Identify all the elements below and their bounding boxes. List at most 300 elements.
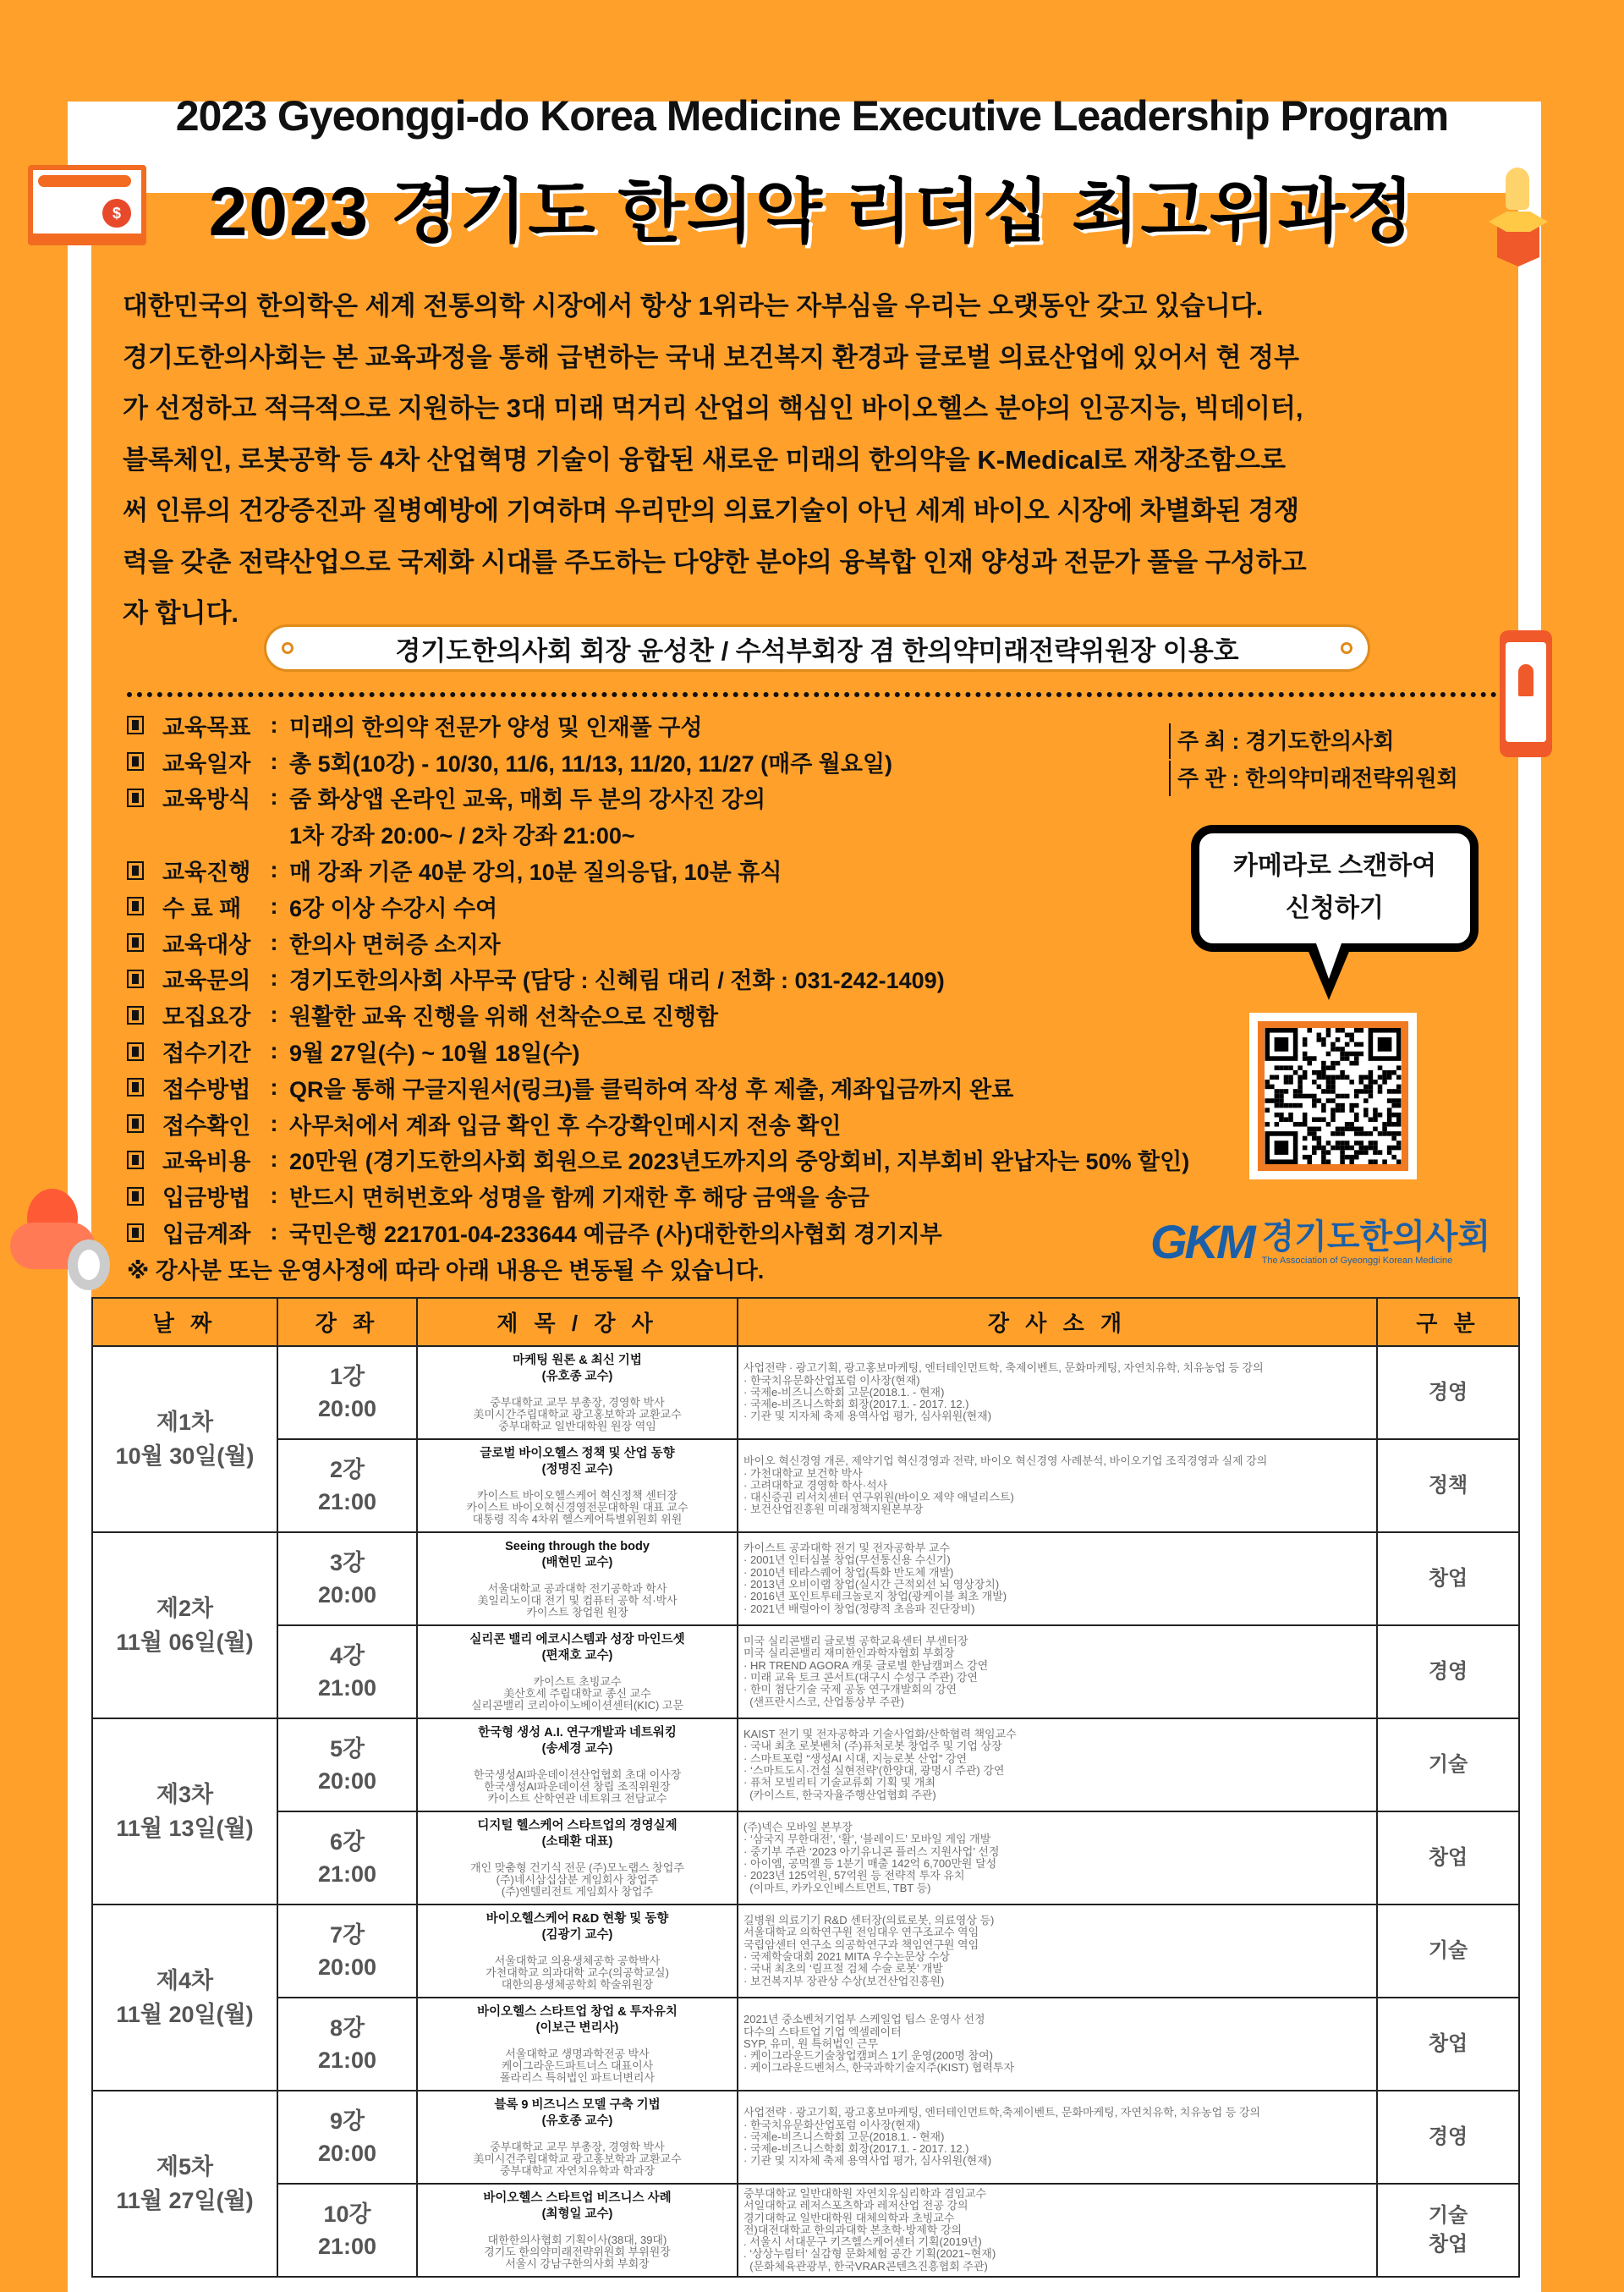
qr-module bbox=[1336, 1103, 1341, 1108]
lecture-title: Seeing through the body bbox=[505, 1540, 650, 1553]
info-item bbox=[127, 780, 1189, 816]
qr-module bbox=[1312, 1127, 1317, 1132]
qr-module bbox=[1330, 1146, 1336, 1151]
category-label: 정책 bbox=[1428, 1474, 1468, 1497]
qr-module bbox=[1303, 1042, 1308, 1047]
qr-module bbox=[1363, 1075, 1369, 1080]
qr-module bbox=[1369, 1117, 1374, 1122]
qr-module bbox=[1317, 1075, 1322, 1080]
session-name: 제2차 bbox=[156, 1596, 214, 1621]
affiliation-line: 대한의용생체공학회 학술위원장 bbox=[501, 1978, 654, 1991]
title-speaker-cell bbox=[417, 2091, 738, 2184]
qr-module bbox=[1303, 1136, 1308, 1141]
intro-line: · 2013년 오비이랩 창업(실시간 근적외선 뇌 영상장치) bbox=[743, 1578, 1000, 1591]
qr-module bbox=[1349, 1159, 1354, 1164]
info-colon: : bbox=[270, 784, 278, 811]
info-value: 경기도한의사회 사무국 (담당 : 신혜림 대리 / 전화 : 031-242-1409) bbox=[289, 968, 945, 994]
intro-line: · 한국치유문화산업포럼 이사장(현재) bbox=[743, 2118, 920, 2131]
intro-line: · 중기부 주관 ‘2023 아기유니콘 플러스 지원사업’ 선정 bbox=[743, 1844, 1000, 1858]
qr-module bbox=[1288, 1117, 1293, 1122]
affiliation-line: 카이스트 바이오헬스케어 혁신정책 센터장 bbox=[477, 1489, 678, 1502]
qr-module bbox=[1349, 1103, 1354, 1108]
qr-module bbox=[1378, 1085, 1383, 1090]
qr-module bbox=[1284, 1117, 1289, 1122]
intro-line: · 케이그라운드벤처스, 한국과학기술지주(KIST) 협력투자 bbox=[743, 2061, 1015, 2075]
intro-line: (주)넥슨 모바일 본부장 bbox=[743, 1821, 853, 1834]
info-label: 교육비용 bbox=[162, 1149, 251, 1175]
info-label: 교육문의 bbox=[162, 968, 251, 994]
qr-module bbox=[1378, 1131, 1383, 1136]
qr-module bbox=[1345, 1052, 1350, 1057]
lecture-time: 20:00 bbox=[317, 1954, 377, 1980]
qr-module bbox=[1288, 1103, 1293, 1108]
qr-module bbox=[1387, 1108, 1392, 1113]
speaker-affiliations bbox=[418, 1862, 737, 1898]
qr-module bbox=[1391, 1131, 1396, 1136]
qr-module bbox=[1345, 1033, 1350, 1038]
qr-module bbox=[1373, 1146, 1378, 1151]
qr-module bbox=[1349, 1033, 1354, 1038]
lecture-cell bbox=[277, 1905, 417, 1998]
speaker-name: (정명진 교수) bbox=[541, 1463, 613, 1476]
qr-module bbox=[1363, 1098, 1369, 1103]
category-cell bbox=[1377, 1998, 1519, 2091]
checkbox-square-icon bbox=[127, 716, 144, 734]
qr-module bbox=[1284, 1089, 1289, 1094]
qr-module bbox=[1312, 1094, 1317, 1099]
logo-name: 경기도한의사회 bbox=[1261, 1218, 1491, 1256]
intro-line: 자 합니다. bbox=[123, 598, 239, 628]
info-colon: : bbox=[270, 748, 278, 774]
qr-module bbox=[1317, 1127, 1322, 1132]
qr-module bbox=[1317, 1141, 1322, 1146]
qr-module bbox=[1284, 1103, 1289, 1108]
qr-module bbox=[1326, 1033, 1331, 1038]
speaker-affiliations bbox=[418, 1955, 737, 1991]
lecture-title: 실리콘 밸리 에코시스템과 성장 마인드셋 bbox=[469, 1633, 685, 1646]
qr-module bbox=[1359, 1089, 1364, 1094]
qr-module bbox=[1321, 1150, 1326, 1155]
speaker-name: (김광기 교수) bbox=[541, 1928, 613, 1942]
qr-module bbox=[1336, 1146, 1341, 1151]
qr-module bbox=[1270, 1098, 1275, 1103]
info-colon: : bbox=[270, 893, 278, 919]
intro-line: 블록체인, 로봇공학 등 4차 산업혁명 기술이 융합된 새로운 미래의 한의약을 K-Medical로 재창조함으로 bbox=[123, 444, 1287, 475]
intro-line: · 대신증권 리서치센터 연구위원(바이오 제약 애널리스트) bbox=[743, 1491, 1014, 1504]
qr-module bbox=[1326, 1141, 1331, 1146]
qr-module bbox=[1354, 1056, 1359, 1061]
intro-line: 중부대학교 일반대학원 자연치유심리학과 겸임교수 bbox=[743, 2186, 987, 2200]
intro-line: · 한미 첨단기술 국제 공동 연구개발회의 강연 bbox=[743, 1683, 957, 1696]
info-value: 미래의 한의약 전문가 양성 및 인재풀 구성 bbox=[289, 714, 703, 740]
logo-subtitle: The Association of Gyeonggi Korean Medicine bbox=[1261, 1256, 1453, 1266]
qr-module bbox=[1391, 1155, 1396, 1160]
qr-module bbox=[1303, 1037, 1308, 1042]
info-item bbox=[127, 744, 1189, 780]
lecture-number: 5강 bbox=[329, 1736, 365, 1762]
qr-module bbox=[1354, 1155, 1359, 1160]
qr-module bbox=[1312, 1131, 1317, 1136]
bubble-line: 카메라로 스캔하여 bbox=[1232, 852, 1437, 880]
category-cell bbox=[1377, 1811, 1519, 1905]
intro-line: SYP, 유미, 원 특허법인 근무 bbox=[743, 2036, 879, 2050]
qr-module bbox=[1363, 1150, 1369, 1155]
checkbox-square-icon bbox=[127, 752, 144, 771]
intro-line: 대한민국의 한의학은 세계 전통의학 시장에서 항상 1위라는 자부심을 우리는 오랫동안 갖고 있습니다. bbox=[123, 291, 1264, 321]
qr-module bbox=[1373, 1150, 1378, 1155]
qr-module bbox=[1396, 1089, 1402, 1094]
info-label: 수 료 패 bbox=[162, 895, 242, 921]
qr-module bbox=[1330, 1065, 1336, 1070]
category-cell bbox=[1377, 1625, 1519, 1718]
affiliation-line: 개인 맞춤형 건기식 전문 (주)모노랩스 창업주 bbox=[470, 1861, 684, 1874]
qr-module bbox=[1321, 1065, 1326, 1070]
qr-module bbox=[1330, 1113, 1336, 1118]
qr-module bbox=[1369, 1141, 1374, 1146]
affiliation-line: 카이스트 바이오혁신경영전문대학원 대표 교수 bbox=[466, 1501, 689, 1514]
title-speaker-cell bbox=[417, 1625, 738, 1718]
speaker-intro-cell bbox=[738, 1718, 1377, 1811]
checkbox-square-icon bbox=[127, 1114, 144, 1133]
intro-line: · 국제e-비즈니스학회 고문(2018.1. - 현재) bbox=[743, 2130, 945, 2143]
qr-module bbox=[1303, 1117, 1308, 1122]
lecture-cell bbox=[277, 1532, 417, 1625]
info-value: 국민은행 221701-04-233644 예금주 (사)대한한의사협회 경기지부 bbox=[289, 1222, 942, 1248]
info-colon: : bbox=[270, 965, 278, 992]
qr-module bbox=[1279, 1098, 1284, 1103]
qr-module bbox=[1298, 1089, 1303, 1094]
qr-module bbox=[1321, 1070, 1326, 1075]
qr-module bbox=[1382, 1122, 1387, 1127]
info-label: 입금계좌 bbox=[162, 1222, 251, 1248]
qr-module bbox=[1275, 1122, 1280, 1127]
affiliation-line: (주)엔텔리전트 게임회사 창업주 bbox=[501, 1885, 654, 1898]
qr-module bbox=[1345, 1122, 1350, 1127]
lecture-number: 7강 bbox=[329, 1922, 365, 1948]
qr-module bbox=[1321, 1075, 1326, 1080]
qr-module bbox=[1321, 1042, 1326, 1047]
qr-module bbox=[1303, 1094, 1308, 1099]
title-english: 2023 Gyeonggi-do Korea Medicine Executive Leadership Program bbox=[175, 92, 1449, 140]
qr-module bbox=[1363, 1113, 1369, 1118]
info-colon: : bbox=[270, 1110, 278, 1136]
intro-line: · 미래 교육 토크 콘서트(대구시 수성구 주관) 강연 bbox=[743, 1671, 978, 1684]
bubble-line: 신청하기 bbox=[1286, 894, 1384, 922]
intro-line: (이마트, 카카오인베스트먼트, TBT 등) bbox=[743, 1881, 931, 1894]
qr-module bbox=[1359, 1075, 1364, 1080]
info-label: 교육진행 bbox=[162, 860, 251, 886]
qr-finder-center bbox=[1378, 1037, 1392, 1052]
speaker-intro-cell bbox=[738, 1811, 1377, 1905]
qr-module bbox=[1265, 1085, 1270, 1090]
qr-module bbox=[1293, 1122, 1298, 1127]
qr-module bbox=[1369, 1159, 1374, 1164]
intro-line: · 2016년 포인트투테크놀로지 창업(광케이블 최초 개발) bbox=[743, 1590, 1007, 1603]
title-speaker-cell bbox=[417, 1346, 738, 1439]
qr-module bbox=[1298, 1085, 1303, 1090]
speaker-affiliations bbox=[418, 2141, 737, 2177]
header-title-speaker: 제 목 / 강 사 bbox=[417, 1298, 738, 1346]
qr-module bbox=[1354, 1131, 1359, 1136]
info-value: 원활한 교육 진행을 위해 선착순으로 진행함 bbox=[289, 1004, 718, 1031]
speaker-name: (배현민 교수) bbox=[541, 1556, 613, 1569]
speaker-intro-cell bbox=[738, 1998, 1377, 2091]
info-label: 교육방식 bbox=[162, 787, 251, 813]
intro-line: · 2021년 배럴아이 창업(정량적 초음파 진단장비) bbox=[743, 1602, 975, 1615]
affiliation-line: 카이스트 초빙교수 bbox=[533, 1675, 622, 1688]
qr-module bbox=[1336, 1094, 1341, 1099]
title-speaker-cell bbox=[417, 1532, 738, 1625]
qr-module bbox=[1382, 1075, 1387, 1080]
qr-module bbox=[1369, 1075, 1374, 1080]
lecture-number: 1강 bbox=[329, 1364, 365, 1389]
qr-finder-center bbox=[1275, 1037, 1289, 1052]
intro-line: · 국내 최초의 ‘림프절 검체 수술 로봇’ 개발 bbox=[743, 1962, 943, 1976]
qr-module bbox=[1317, 1098, 1322, 1103]
qr-module bbox=[1330, 1089, 1336, 1094]
affiliation-line: 카이스트 산학연관 네트워크 전담교수 bbox=[487, 1792, 667, 1805]
category-label: 경영 bbox=[1428, 1381, 1468, 1404]
qr-module bbox=[1321, 1146, 1326, 1151]
info-value: 줌 화상앱 온라인 교육, 매회 두 분의 강사진 강의 bbox=[289, 787, 766, 813]
lecture-number: 9강 bbox=[329, 2108, 365, 2134]
qr-module bbox=[1363, 1108, 1369, 1113]
qr-module bbox=[1298, 1122, 1303, 1127]
intro-line: . 서울시 서대문구 키즈헬스케어센터 기획(2019년) bbox=[743, 2235, 982, 2249]
qr-module bbox=[1349, 1052, 1354, 1057]
qr-module bbox=[1354, 1089, 1359, 1094]
intro-line: · 보건산업진흥원 미래정책지원본부장 bbox=[743, 1503, 924, 1516]
qr-module bbox=[1359, 1131, 1364, 1136]
table-row bbox=[92, 1718, 1519, 1811]
intro-line: · 국제e-비즈니스학회 회장(2017.1. - 2017. 12.) bbox=[743, 1398, 969, 1411]
info-value: 9월 27일(수) ~ 10월 18일(수) bbox=[289, 1041, 580, 1067]
qr-module bbox=[1369, 1146, 1374, 1151]
category-cell bbox=[1377, 1718, 1519, 1811]
qr-module bbox=[1359, 1146, 1364, 1151]
info-colon: : bbox=[270, 1074, 278, 1100]
qr-module bbox=[1336, 1131, 1341, 1136]
info-colon: : bbox=[270, 1002, 278, 1028]
qr-module bbox=[1340, 1075, 1345, 1080]
qr-module bbox=[1354, 1061, 1359, 1066]
speaker-name: (편재호 교수) bbox=[541, 1649, 613, 1663]
qr-module bbox=[1391, 1136, 1396, 1141]
affiliation-line: (주)네시삼십삼분 게임회사 창업주 bbox=[496, 1873, 659, 1886]
intro-line: · 2023년 125억원, 57억원 등 전략적 투자 유치 bbox=[743, 1869, 965, 1883]
lecture-cell bbox=[277, 1811, 417, 1905]
intro-line: · 국내 최초 로봇벤처 (주)퓨처로봇 창업주 및 기업 상장 bbox=[743, 1740, 1002, 1753]
affiliation-line: 대한한의사협회 기획이사(38대, 39대) bbox=[487, 2234, 667, 2246]
qr-module bbox=[1298, 1103, 1303, 1108]
session-date: 11월 27일(월) bbox=[116, 2188, 254, 2213]
qr-module bbox=[1307, 1127, 1312, 1132]
qr-module bbox=[1382, 1131, 1387, 1136]
qr-module bbox=[1307, 1056, 1312, 1061]
affiliation-line: 서울대학교 생명과학전공 박사 bbox=[505, 2047, 650, 2060]
session-date-cell bbox=[92, 2091, 277, 2277]
qr-module bbox=[1317, 1085, 1322, 1090]
qr-module bbox=[1326, 1150, 1331, 1155]
qr-module bbox=[1396, 1146, 1402, 1151]
qr-module bbox=[1293, 1103, 1298, 1108]
qr-module bbox=[1321, 1159, 1326, 1164]
lecture-number: 6강 bbox=[329, 1829, 365, 1855]
intro-line: · 2001년 인터심볼 창업(무선통신용 수신기) bbox=[743, 1553, 951, 1567]
intro-line: · 기관 및 지자체 축제 용역사업 평가, 심사위원(현재) bbox=[743, 2154, 992, 2168]
qr-module bbox=[1326, 1089, 1331, 1094]
category-label: 창업 bbox=[1428, 2233, 1468, 2256]
qr-module bbox=[1396, 1085, 1402, 1090]
lecture-title: 글로벌 바이오헬스 정책 및 산업 동향 bbox=[480, 1447, 675, 1460]
lecture-title: 바이오헬스 스타트업 창업 & 투자유치 bbox=[477, 2005, 678, 2019]
info-item bbox=[127, 997, 1189, 1033]
affiliation-line: 중부대학교 일반대학원 원장 역임 bbox=[498, 1420, 656, 1432]
info-label: 모집요강 bbox=[162, 1004, 251, 1031]
info-item bbox=[127, 888, 1189, 925]
logo-mark: GKM bbox=[1150, 1215, 1254, 1268]
qr-module bbox=[1336, 1061, 1341, 1066]
qr-module bbox=[1303, 1070, 1308, 1075]
lecture-title: 바이오헬스 스타트업 비즈니스 사례 bbox=[483, 2191, 672, 2205]
intro-line: 길병원 의료기기 R&D 센터장(의료로봇, 의료영상 등) bbox=[743, 1914, 995, 1927]
lecture-cell bbox=[277, 2184, 417, 2277]
intro-paragraph bbox=[123, 281, 1307, 640]
title-speaker-cell bbox=[417, 2184, 738, 2277]
intro-line: · HR TREND AGORA 캐롯 글로벌 한남캠퍼스 강연 bbox=[743, 1658, 989, 1672]
session-date: 10월 30일(월) bbox=[115, 1443, 255, 1469]
qr-module bbox=[1363, 1146, 1369, 1151]
info-value: 20만원 (경기도한의사회 회원으로 2023년도까지의 중앙회비, 지부회비 완납자는 50% 할인) bbox=[289, 1149, 1190, 1175]
table-row bbox=[92, 2184, 1519, 2277]
info-label: 접수방법 bbox=[162, 1076, 251, 1102]
qr-module bbox=[1354, 1028, 1359, 1033]
qr-module bbox=[1321, 1103, 1326, 1108]
title-speaker-cell bbox=[417, 1811, 738, 1905]
qr-module bbox=[1345, 1141, 1350, 1146]
lecture-time: 21:00 bbox=[317, 2047, 377, 2073]
qr-module bbox=[1265, 1108, 1270, 1113]
qr-module bbox=[1288, 1113, 1293, 1118]
intro-line: · 고려대학교 경영학 학사·석사 bbox=[743, 1478, 888, 1492]
lecture-time: 20:00 bbox=[317, 1396, 377, 1421]
table-row bbox=[92, 1532, 1519, 1625]
qr-module bbox=[1359, 1028, 1364, 1033]
qr-module bbox=[1279, 1094, 1284, 1099]
intro-line: · 2010년 테라스퀘어 창업(특화 반도체 개발) bbox=[743, 1565, 954, 1579]
qr-module bbox=[1354, 1127, 1359, 1132]
qr-code-icon bbox=[1265, 1028, 1402, 1164]
qr-module bbox=[1378, 1065, 1383, 1070]
qr-module bbox=[1369, 1089, 1374, 1094]
lecture-time: 21:00 bbox=[317, 1675, 377, 1701]
qr-module bbox=[1303, 1122, 1308, 1127]
affiliation-line: 실리콘밸리 코리아이노베이션센터(KIC) 고문 bbox=[470, 1699, 684, 1712]
qr-module bbox=[1317, 1146, 1322, 1151]
intro-line: 경기도한의사회는 본 교육과정을 통해 급변하는 국내 보건복지 환경과 글로벌 의료산업에 있어서 현 정부 bbox=[123, 342, 1300, 372]
organizer: 주 최 : 경기도한의사회 bbox=[1169, 723, 1458, 759]
qr-module bbox=[1359, 1150, 1364, 1155]
qr-code[interactable] bbox=[1249, 1013, 1417, 1179]
qr-module bbox=[1312, 1098, 1317, 1103]
qr-module bbox=[1298, 1094, 1303, 1099]
info-colon: : bbox=[270, 1038, 278, 1064]
qr-module bbox=[1387, 1089, 1392, 1094]
qr-module bbox=[1265, 1122, 1270, 1127]
qr-module bbox=[1345, 1155, 1350, 1160]
qr-module bbox=[1396, 1159, 1402, 1164]
qr-module bbox=[1265, 1080, 1270, 1085]
info-item bbox=[127, 1178, 1189, 1214]
speaker-name: (최형일 교수) bbox=[541, 2207, 613, 2221]
qr-module bbox=[1321, 1061, 1326, 1066]
affiliation-line: 카이스트 창업원 원장 bbox=[526, 1606, 628, 1619]
gkm-logo bbox=[1150, 1215, 1491, 1268]
affiliation-line: 서울대학교 의용생체공학 공학박사 bbox=[494, 1954, 661, 1967]
qr-module bbox=[1387, 1122, 1392, 1127]
qr-module bbox=[1336, 1037, 1341, 1042]
qr-module bbox=[1279, 1103, 1284, 1108]
qr-module bbox=[1330, 1098, 1336, 1103]
qr-module bbox=[1307, 1061, 1312, 1066]
qr-module bbox=[1330, 1085, 1336, 1090]
qr-module bbox=[1303, 1056, 1308, 1061]
speaker-affiliations bbox=[418, 1397, 737, 1432]
lecture-cell bbox=[277, 1625, 417, 1718]
table-row bbox=[92, 1346, 1519, 1439]
lecture-cell bbox=[277, 2091, 417, 2184]
qr-module bbox=[1387, 1146, 1392, 1151]
checkbox-square-icon bbox=[127, 1006, 144, 1025]
qr-module bbox=[1288, 1075, 1293, 1080]
intro-line: 경기대학교 일반대학원 대체의학과 초빙교수 bbox=[743, 2211, 955, 2224]
qr-module bbox=[1326, 1065, 1331, 1070]
affiliation-line: 중부대학교 교무 부총장, 경영학 박사 bbox=[490, 1396, 665, 1409]
table-row bbox=[92, 2091, 1519, 2184]
signature-banner bbox=[264, 624, 1370, 672]
lecture-title: 바이오헬스케어 R&D 현황 및 동향 bbox=[486, 1912, 669, 1926]
qr-module bbox=[1391, 1103, 1396, 1108]
qr-module bbox=[1275, 1075, 1280, 1080]
qr-module bbox=[1270, 1075, 1275, 1080]
qr-module bbox=[1373, 1141, 1378, 1146]
qr-module bbox=[1340, 1103, 1345, 1108]
intro-line: · 국제e-비즈니스학회 고문(2018.1. - 현재) bbox=[743, 1385, 945, 1399]
lecture-time: 21:00 bbox=[317, 1489, 377, 1514]
table-header-row bbox=[92, 1298, 1519, 1346]
monitor-dollar-icon: $ bbox=[28, 165, 146, 245]
intro-line: (문화체육관광부, 한국VRAR콘텐츠진흥협회 주관) bbox=[743, 2259, 988, 2273]
category-label: 기술 bbox=[1428, 1939, 1468, 1962]
qr-module bbox=[1340, 1047, 1345, 1052]
session-date-cell bbox=[92, 1718, 277, 1905]
intro-line: · 국제e-비즈니스학회 회장(2017.1. - 2017. 12.) bbox=[743, 2142, 969, 2156]
dotted-divider bbox=[127, 692, 1497, 697]
header-speaker-intro: 강 사 소 개 bbox=[738, 1298, 1377, 1346]
qr-module bbox=[1321, 1037, 1326, 1042]
intro-line: 미국 실리콘밸리 글로벌 공학교육센터 부센터장 bbox=[743, 1635, 968, 1648]
qr-module bbox=[1312, 1150, 1317, 1155]
intro-line: 사업전략 · 광고기획, 광고홍보마케팅, 엔터테인먼트학, 축제이벤트, 문화마케팅, 자연치유학, 치유농업 등 강의 bbox=[743, 1361, 1264, 1375]
qr-module bbox=[1387, 1131, 1392, 1136]
qr-module bbox=[1373, 1080, 1378, 1085]
qr-module bbox=[1279, 1065, 1284, 1070]
qr-module bbox=[1340, 1131, 1345, 1136]
speaker-intro-cell bbox=[738, 2091, 1377, 2184]
speaker-affiliations bbox=[418, 2234, 737, 2270]
qr-module bbox=[1307, 1131, 1312, 1136]
intro-line: · 스마트포럼 “생성AI 시대, 지능로봇 산업” 강연 bbox=[743, 1751, 968, 1765]
